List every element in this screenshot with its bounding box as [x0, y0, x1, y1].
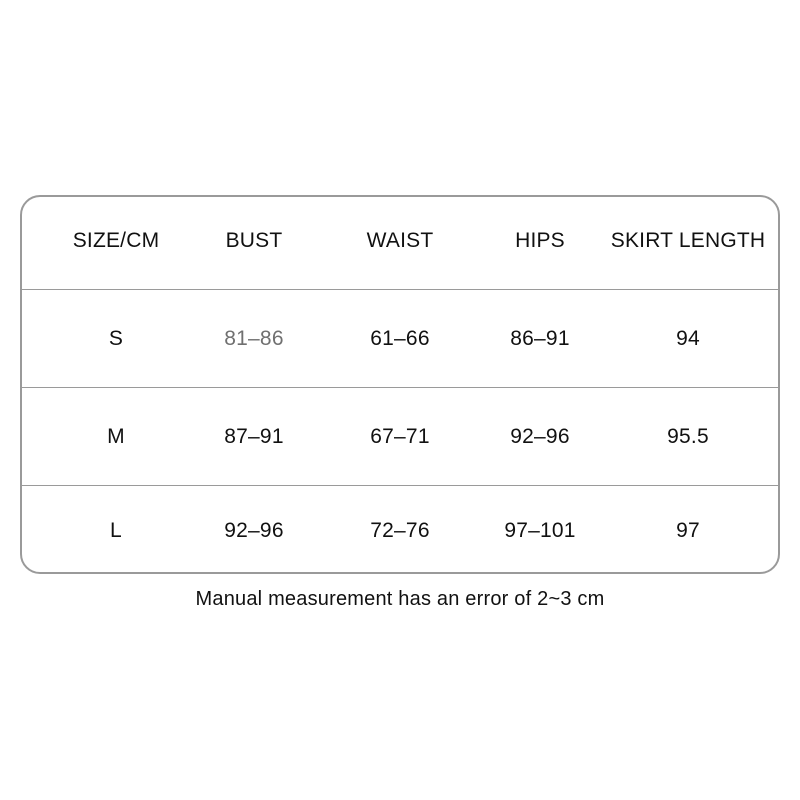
size-cell: L	[110, 518, 122, 542]
size-cell: S	[108, 327, 124, 350]
bust-cell: 92–96	[224, 518, 284, 542]
header-skirt-length: SKIRT LENGTH	[610, 229, 766, 252]
header-size-cm: SIZE/CM	[72, 229, 160, 252]
table-header-row	[22, 197, 778, 289]
waist-cell: 72–76	[370, 518, 430, 542]
measurement-footnote: Manual measurement has an error of 2~3 cm	[195, 588, 605, 610]
skirt-length-cell: 94	[676, 327, 700, 350]
waist-cell: 67–71	[370, 425, 430, 448]
hips-cell: 92–96	[510, 425, 570, 448]
skirt-length-cell: 97	[676, 518, 700, 542]
bust-cell: 81–86	[224, 327, 284, 350]
table-row-l	[22, 485, 778, 574]
hips-cell: 97–101	[504, 518, 576, 542]
header-bust: BUST	[225, 229, 283, 252]
skirt-length-cell: 95.5	[667, 425, 709, 448]
header-waist: WAIST	[366, 229, 434, 252]
table-row-m	[22, 387, 778, 486]
size-chart-table	[20, 195, 780, 574]
waist-cell: 61–66	[370, 327, 430, 350]
size-cell: M	[107, 425, 125, 448]
hips-cell: 86–91	[510, 327, 570, 350]
bust-cell: 87–91	[224, 425, 284, 448]
table-row-s	[22, 289, 778, 388]
header-hips: HIPS	[515, 229, 565, 252]
